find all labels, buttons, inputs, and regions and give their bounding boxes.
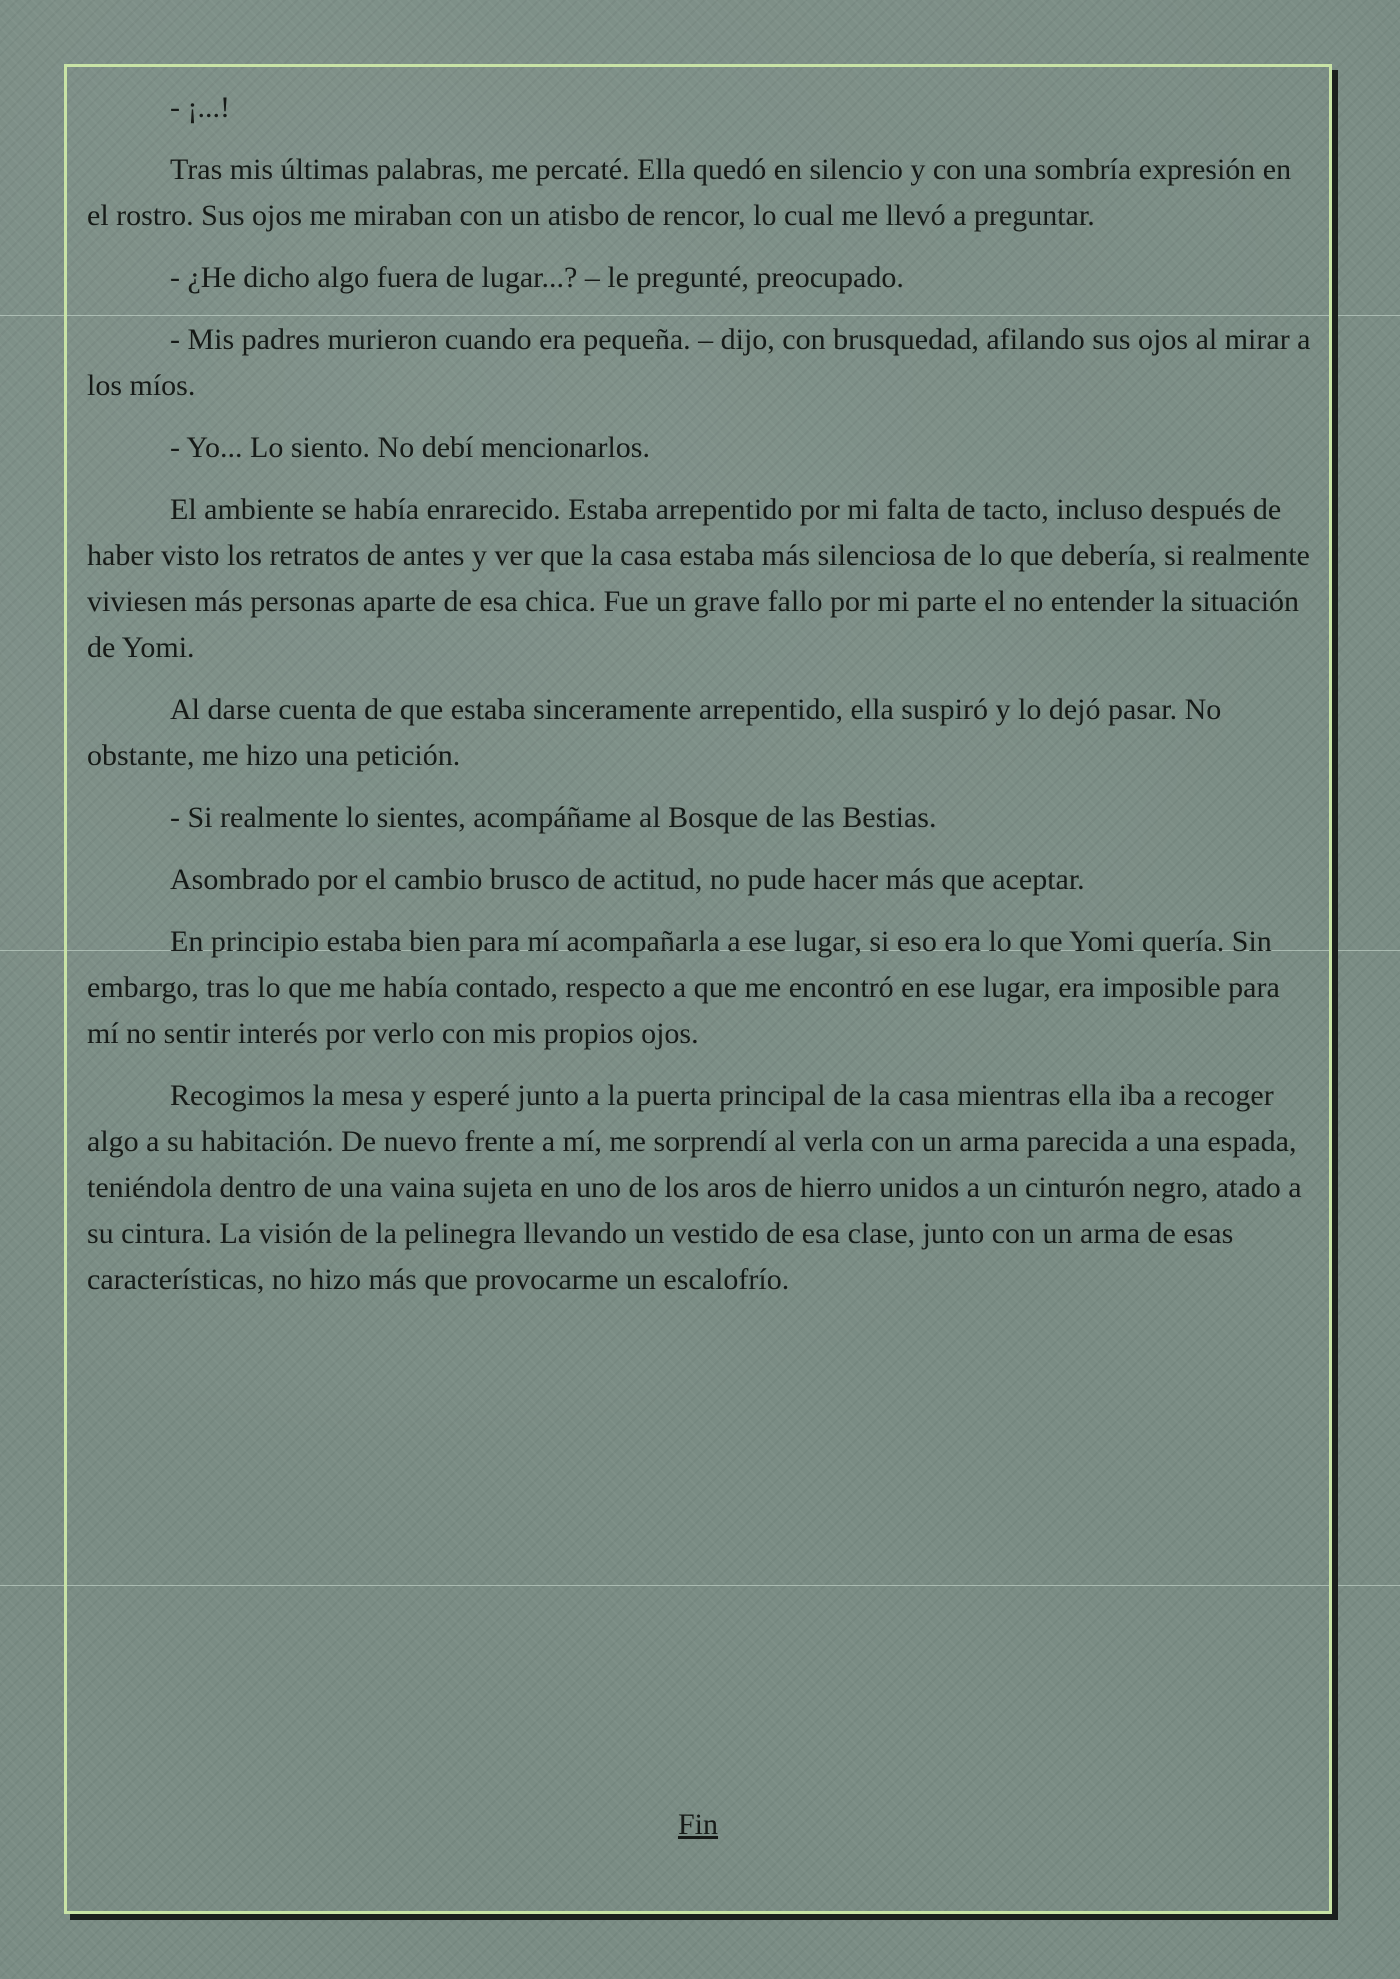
page-frame — [64, 64, 1332, 1914]
paragraph: Al darse cuenta de que estaba sinceramente arrepentido, ella suspiró y lo dejó pasar. No obstante, me hizo una petición. — [87, 693, 1222, 772]
paragraph: Tras mis últimas palabras, me percaté. Ella quedó en silencio y con una sombría expresión en el rostro. Sus ojos me miraban con un atisbo de rencor, lo cual me llevó a preguntar. — [87, 153, 1292, 232]
paragraph-exclamation: - ¡...! — [170, 91, 230, 124]
paragraph: Recogimos la mesa y esperé junto a la puerta principal de la casa mientras ella iba a recoger algo a su habitación. De nuevo frente a mí, me sorprendí al verla con un arma parecida a una espada, teniéndola dentro de una vaina sujeta en uno de los aros de hierro unidos a un cinturón negro, atado a su cintura. La visión de la pelinegra llevando un vestido de esa clase, junto con un arma de esas características, no hizo más que provocarme un escalofrío. — [87, 1079, 1302, 1296]
dialogue-line: - Yo... Lo siento. No debí mencionarlos. — [170, 431, 650, 464]
paragraph: En principio estaba bien para mí acompañarla a ese lugar, si eso era lo que Yomi quería. Sin embargo, tras lo que me había contado, respecto a que me encontró en ese lugar, era imposible para mí no sentir interés por verlo con mis propios ojos. — [87, 925, 1280, 1050]
ending-label: Fin — [677, 1808, 719, 1841]
dialogue-line: - Si realmente lo sientes, acompáñame al Bosque de las Bestias. — [170, 801, 937, 834]
story-text — [87, 85, 1317, 1319]
paragraph: Asombrado por el cambio brusco de actitud, no pude hacer más que aceptar. — [170, 863, 1085, 896]
paragraph: El ambiente se había enrarecido. Estaba arrepentido por mi falta de tacto, incluso después de haber visto los retratos de antes y ver que la casa estaba más silenciosa de lo que debería, si realmente viviesen más personas aparte de esa chica. Fue un grave fallo por mi parte el no entender la situación de Yomi. — [87, 493, 1310, 664]
dialogue-line: - Mis padres murieron cuando era pequeña. – dijo, con brusquedad, afilando sus ojos al mirar a los míos. — [87, 323, 1311, 402]
dialogue-line: - ¿He dicho algo fuera de lugar...? – le pregunté, preocupado. — [170, 261, 904, 294]
